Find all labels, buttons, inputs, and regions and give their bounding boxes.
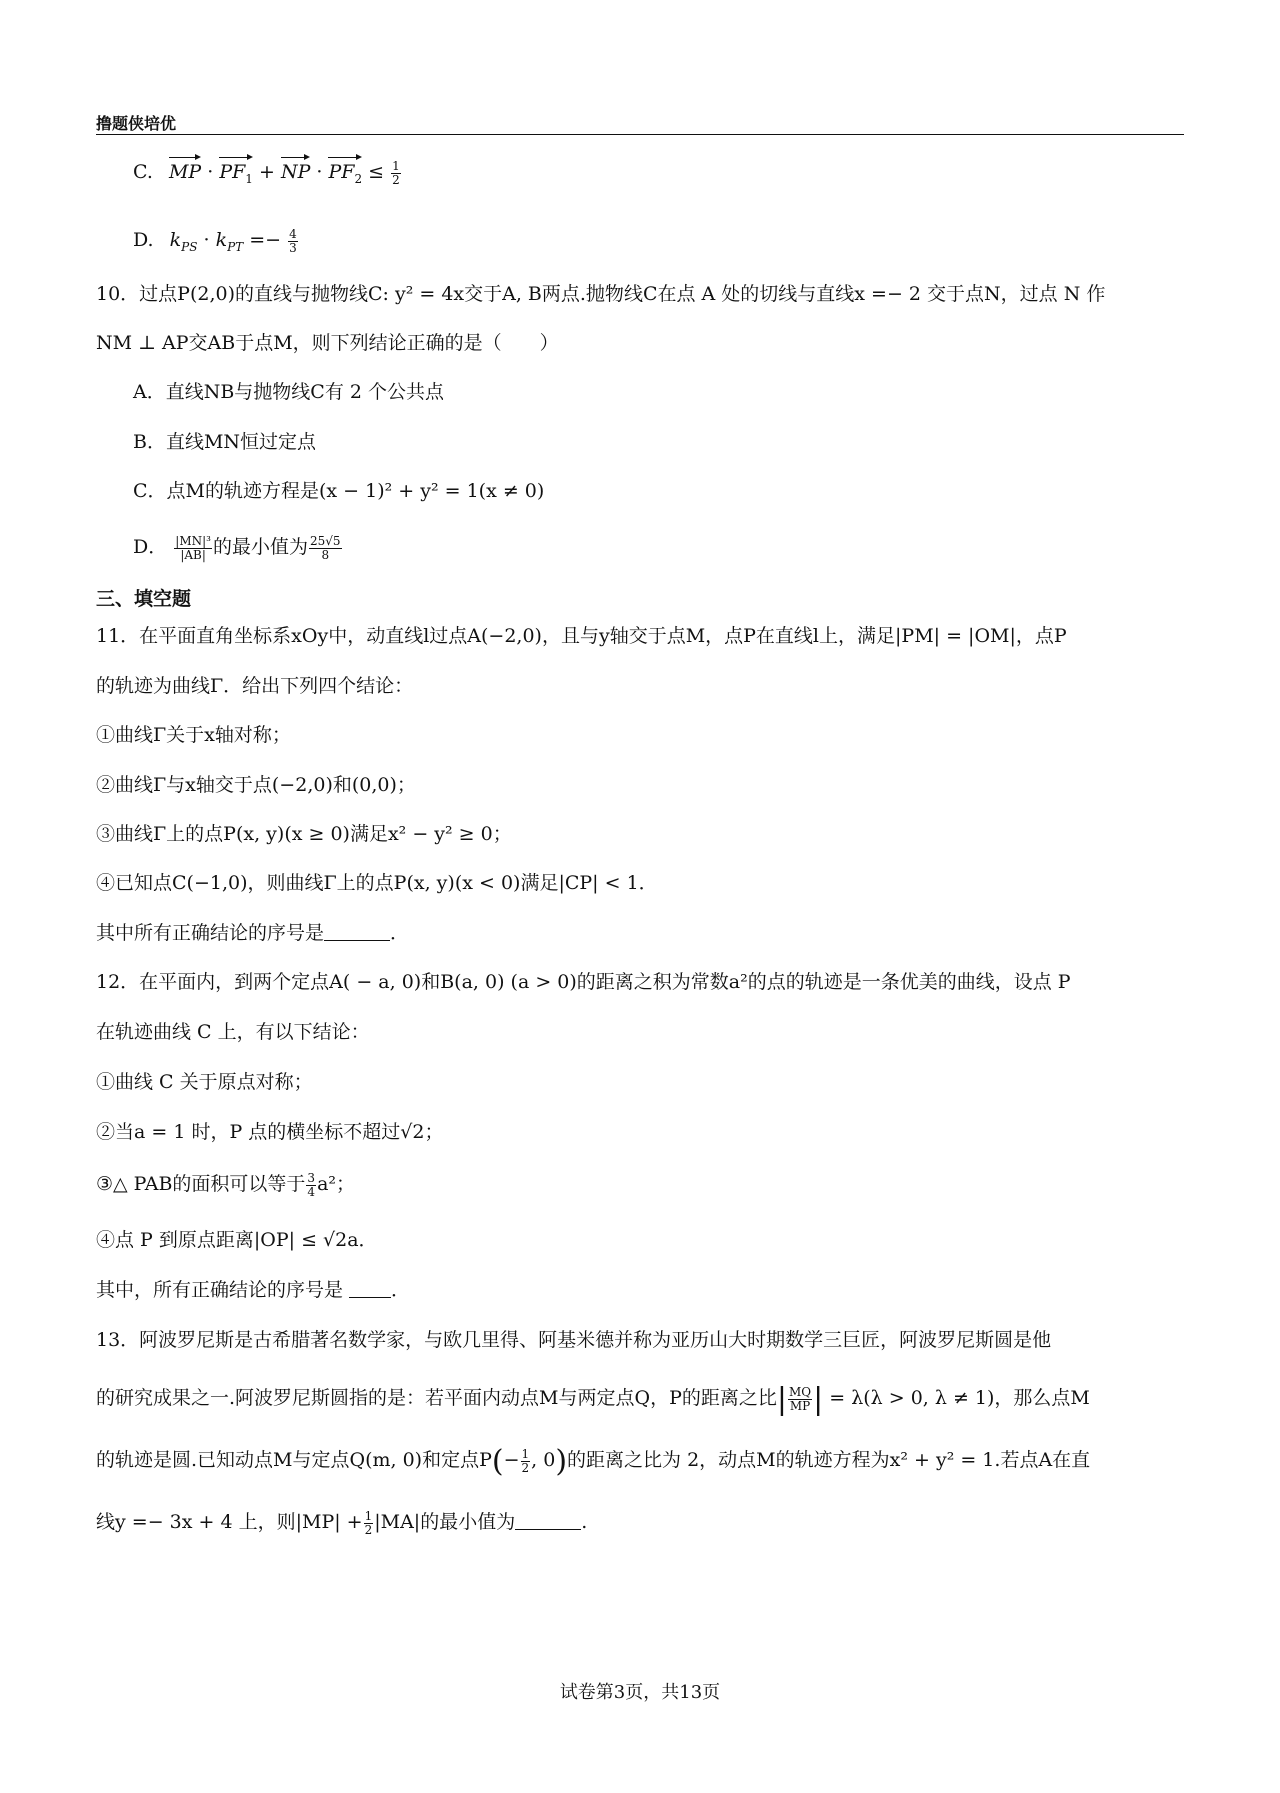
q13-stem-line2: 的研究成果之一.阿波罗尼斯圆指的是：若平面内动点M与两定点Q，P的距离之比| $\frac{MQ}{MP}$ | = λ(λ > 0, λ ≠ 1)，那么点M [96,1382,1090,1417]
q12-item-2: ②当a = 1 时，P 点的横坐标不超过√2； [96,1121,444,1143]
header-divider [96,134,1184,135]
q9-option-d-expr: $k_{PS} \cdot k_{PT}$ =− [169,229,288,254]
q10-option-b: B．直线MN恒过定点 [133,431,317,453]
q11-stem-line2: 的轨迹为曲线Γ．给出下列四个结论： [96,675,414,697]
q11-question: 其中所有正确结论的序号是 ． [96,922,410,944]
q13-half-fraction: $\frac{1}{2}$ [364,1508,373,1537]
q13-ratio-fraction: $\frac{MQ}{MP}$ [788,1384,812,1413]
q13-answer-blank [515,1515,581,1530]
page-footer: 试卷第3页，共13页 [559,1682,721,1703]
q11-item-4: ④已知点C(−1,0)，则曲线Γ上的点P(x, y)(x < 0)满足|CP| < 1． [96,872,658,894]
q11-item-2: ②曲线Γ与x轴交于点(−2,0)和(0,0)； [96,774,416,796]
q12-item-3-fraction: $\frac{3}{4}$ [307,1170,316,1199]
q13-stem-line1: 13．阿波罗尼斯是古希腊著名数学家，与欧几里得、阿基米德并称为亚历山大时期数学三巨匠，阿波罗尼斯圆是他 [96,1329,1052,1351]
q9-option-d-label: D. [133,229,154,251]
q11-stem-line1: 11．在平面直角坐标系xOy中，动直线l过点A(−2,0)，且与y轴交于点M，点P在直线l上，满足|PM| = |OM|，点P [96,625,1067,647]
q9-option-c [133,158,1184,193]
q13-stem-line3: 的轨迹是圆.已知动点M与定点Q(m, 0)和定点P(− $\frac{1}{2}$ , 0)的距离之比为 2，动点M的轨迹方程为x² + y² = 1.若点A在直 [96,1444,1091,1479]
q11-item-1: ①曲线Γ关于x轴对称； [96,724,291,746]
q9-option-c-expr: MP · $PF_1$ + NP · $PF_2$ ≤ [169,161,390,183]
q12-stem-line1: 12．在平面内，到两个定点A( − a, 0)和B(a, 0) (a > 0)的距离之积为常数a²的点的轨迹是一条优美的曲线，设点 P [96,971,1071,993]
q12-item-3: ③△ PAB的面积可以等于 $\frac{3}{4}$ a²； [96,1170,356,1199]
q10-option-d-text: 的最小值为 [212,536,308,558]
section-heading-fill-blank: 三、填空题 [96,588,192,610]
q12-answer-blank [349,1283,391,1298]
q10-stem-line1: 10．过点P(2,0)的直线与抛物线C: y² = 4x交于A, B两点.抛物线C在点 A 处的切线与直线x =− 2 交于点N，过点 N 作 [96,283,1106,305]
q10-option-d-fraction: $\frac{\text{|MN|³}}{|AB|}$ [175,533,211,562]
q10-option-c: C．点M的轨迹方程是(x − 1)² + y² = 1(x ≠ 0) [133,480,545,502]
q11-item-3: ③曲线Γ上的点P(x, y)(x ≥ 0)满足x² − y² ≥ 0； [96,823,512,845]
q13-point-fraction: $\frac{1}{2}$ [521,1446,530,1475]
q10-option-a: A．直线NB与抛物线C有 2 个公共点 [133,381,445,403]
header-title: 撸题侠培优 [96,114,177,133]
q12-item-4: ④点 P 到原点距离|OP| ≤ √2a． [96,1229,378,1251]
q9-option-d [133,226,1184,261]
q10-option-d-label: D． [133,536,168,558]
q10-option-d [133,533,1184,562]
q12-item-1: ①曲线 C 关于原点对称； [96,1071,313,1093]
q9-option-c-rhs: $\frac{1}{2}$ [392,158,400,187]
q11-answer-blank [324,926,390,941]
q10-option-d-value: $\frac{25√5}{8}$ [309,533,341,562]
q12-stem-line2: 在轨迹曲线 C 上，有以下结论： [96,1021,370,1043]
q9-option-d-rhs: $\frac{4}{3}$ [289,226,297,255]
q9-option-c-label: C. [133,161,153,183]
q12-question: 其中，所有正确结论的序号是 ． [96,1279,411,1301]
q10-stem-line2: NM ⊥ AP交AB于点M，则下列结论正确的是（ ） [96,332,559,354]
q13-stem-line4: 线y =− 3x + 4 上，则|MP| + $\frac{1}{2}$ |MA|的最小值为 . [96,1508,588,1537]
